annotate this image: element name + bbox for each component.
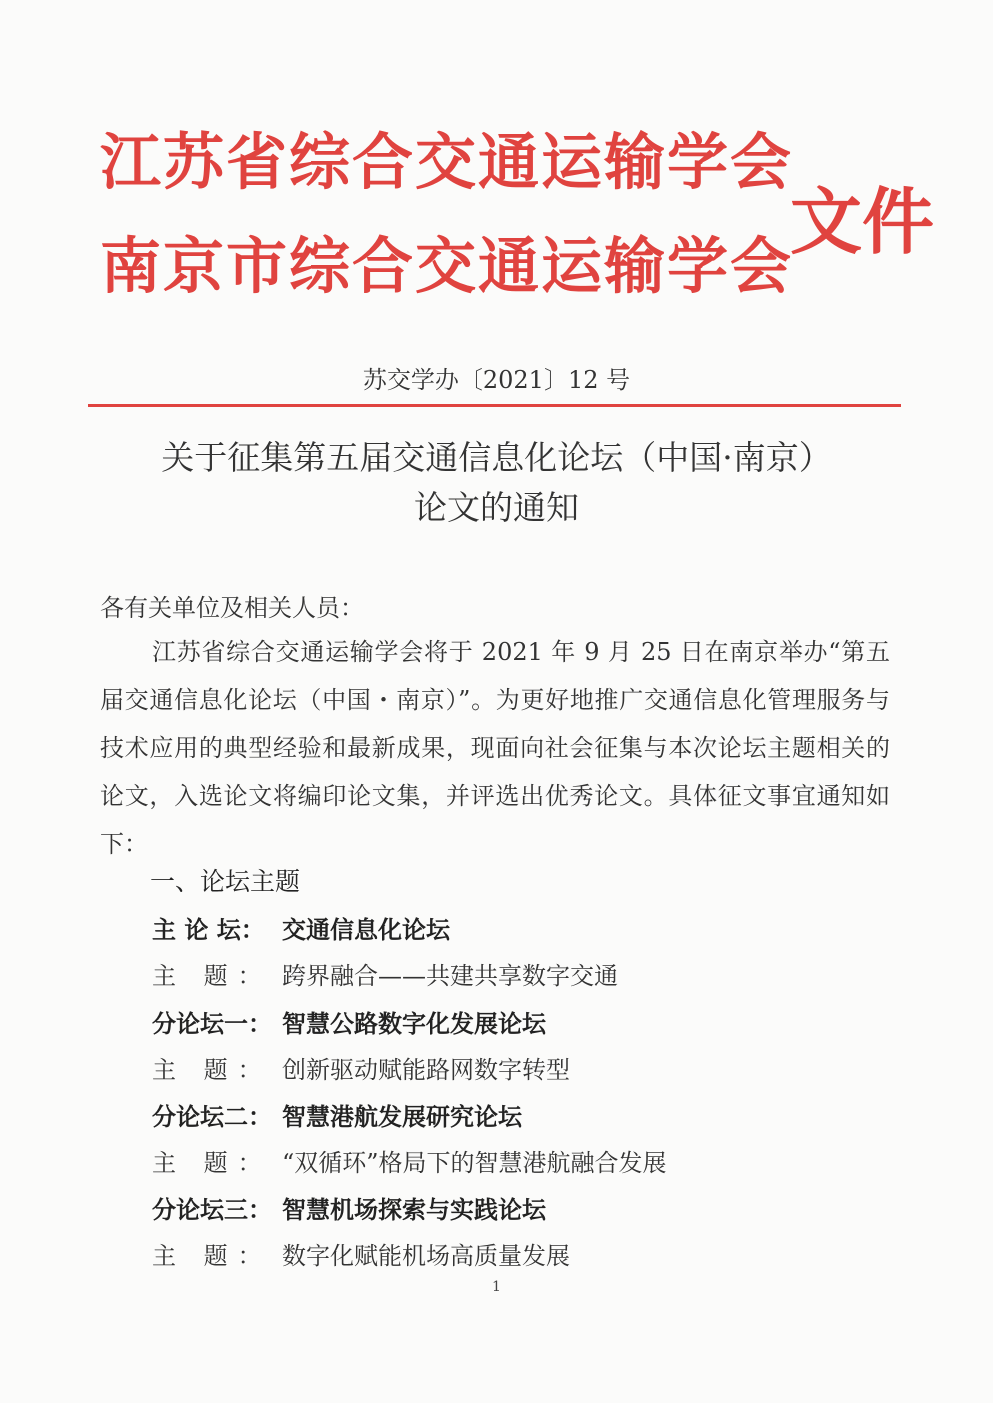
theme-row-sub3	[152, 1236, 570, 1271]
forum-row-sub1	[152, 1004, 546, 1039]
forum-row-sub2	[152, 1097, 522, 1132]
document-type-label: 文件	[790, 180, 935, 264]
section-heading-forum-theme: 一、论坛主题	[150, 867, 301, 896]
theme-value: “双循环”格局下的智慧港航融合发展	[282, 1149, 667, 1177]
forum-label: 分论坛三：	[152, 1196, 272, 1224]
theme-label: 主 题：	[152, 1149, 272, 1177]
page-number: 1	[492, 1279, 501, 1295]
theme-row-main	[152, 956, 618, 991]
document-number: 苏交学办〔2021〕12 号	[362, 366, 631, 394]
theme-value: 跨界融合——共建共享数字交通	[282, 962, 618, 990]
theme-label: 主 题：	[152, 962, 272, 990]
notice-title-line1: 关于征集第五届交通信息化论坛（中国·南京）	[161, 438, 832, 477]
theme-label: 主 题：	[152, 1242, 272, 1270]
forum-row-sub3	[152, 1190, 546, 1225]
forum-value: 智慧港航发展研究论坛	[282, 1103, 522, 1131]
forum-label: 主 论 坛：	[152, 916, 265, 944]
forum-row-main	[152, 910, 450, 945]
notice-title-line2: 论文的通知	[414, 488, 579, 527]
theme-value: 创新驱动赋能路网数字转型	[282, 1056, 570, 1084]
theme-row-sub2	[152, 1143, 667, 1178]
intro-paragraph: 江苏省综合交通运输学会将于 2021 年 9 月 25 日在南京举办“第五届交通信息化论坛（中国・南京）”。为更好地推广交通信息化管理服务与技术应用的典型经验和最新成果，现面向社会征集与本次论坛主题相关的论文，入选论文将编印论文集，并评选出优秀论文。具体征文事宜通知如下：	[100, 638, 890, 858]
theme-value: 数字化赋能机场高质量发展	[282, 1242, 570, 1270]
forum-value: 交通信息化论坛	[282, 916, 450, 944]
red-divider	[88, 404, 901, 407]
forum-label: 分论坛二：	[152, 1103, 272, 1131]
theme-row-sub1	[152, 1050, 570, 1085]
forum-value: 智慧公路数字化发展论坛	[282, 1010, 546, 1038]
forum-value: 智慧机场探索与实践论坛	[282, 1196, 546, 1224]
theme-label: 主 题：	[152, 1056, 272, 1084]
org-name-jiangsu: 江苏省综合交通运输学会	[100, 127, 794, 198]
forum-label: 分论坛一：	[152, 1010, 272, 1038]
org-name-nanjing: 南京市综合交通运输学会	[100, 231, 794, 302]
salutation: 各有关单位及相关人员：	[100, 594, 364, 622]
